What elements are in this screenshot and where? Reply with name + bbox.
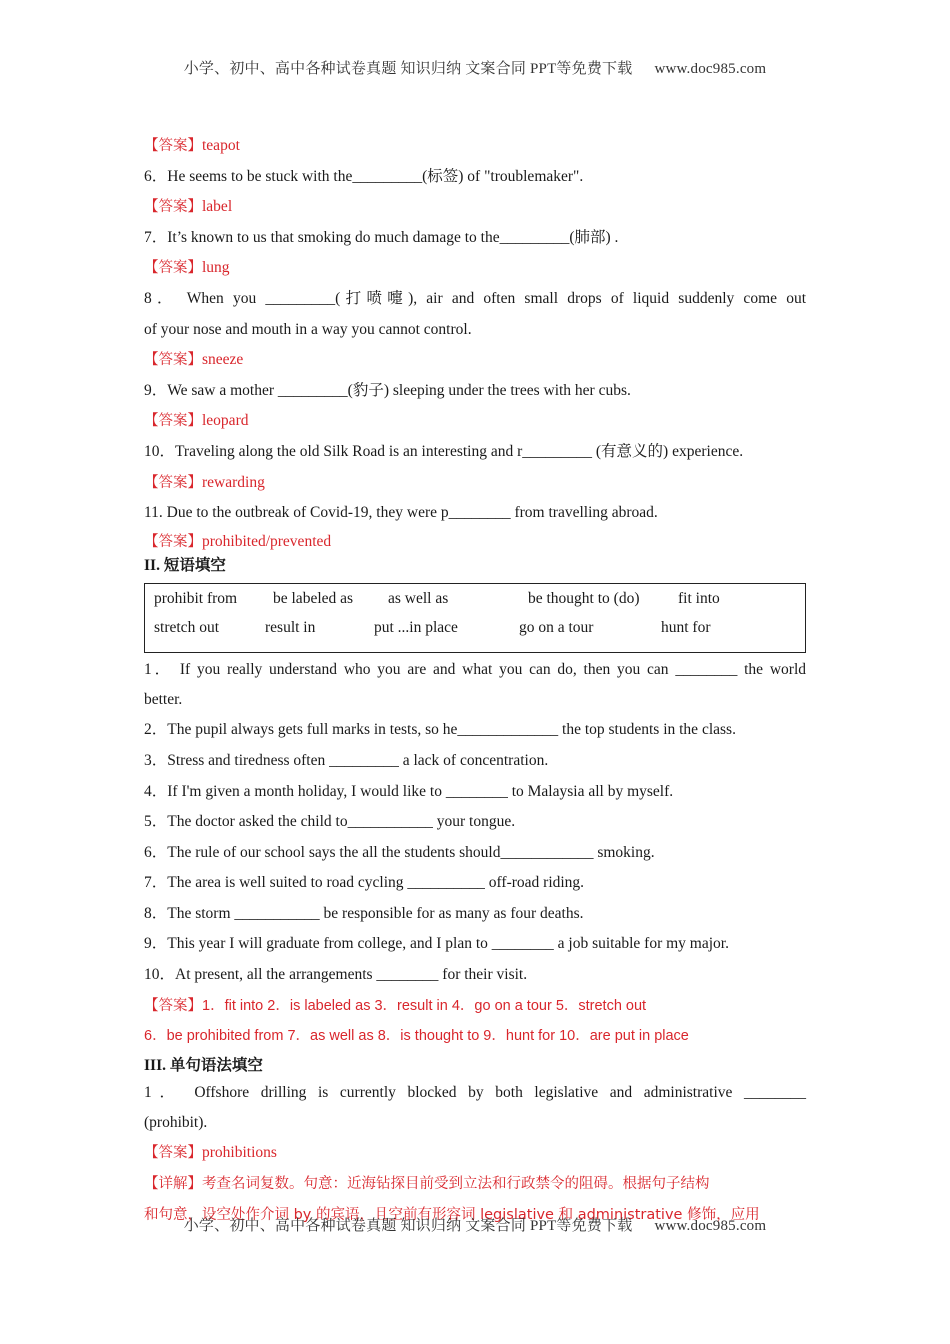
answer-value: sneeze (202, 351, 244, 369)
question-line: 10．At present, all the arrangements ________ for their visit. (144, 966, 528, 984)
answer-line: 【答案】label (144, 198, 233, 216)
phrase-item: put ...in place (374, 618, 458, 636)
phrase-item: as well as (388, 589, 449, 607)
detail-line: 【详解】考查名词复数。句意：近海钻探目前受到立法和行政禁令的阻碍。根据句子结构 (144, 1176, 710, 1193)
answer-line: 【答案】lung (144, 259, 230, 277)
phrase-item: hunt for (661, 618, 711, 636)
answer-line: 6．be prohibited from 7．as well as 8．is thought to 9．hunt for 10．are put in place (144, 1028, 689, 1045)
answer-value: rewarding (202, 473, 265, 491)
question-line: 11. Due to the outbreak of Covid-19, they were p________ from travelling abroad. (144, 504, 658, 522)
question-line: better. (144, 690, 183, 708)
phrase-item: be thought to (do) (528, 589, 640, 607)
footer-text: 小学、初中、高中各种试卷真题 知识归纳 文案合同 PPT等免费下载 (183, 1218, 633, 1234)
question-line: 8． When you _________(打喷嚏), air and often small drops of liquid suddenly come out (144, 289, 806, 307)
question-line: 9．This year I will graduate from college, and I plan to ________ a job suitable for my major. (144, 935, 729, 953)
phrase-item: go on a tour (519, 618, 594, 636)
footer-url[interactable]: www.doc985.com (654, 1218, 767, 1234)
question-line: 7．It’s known to us that smoking do much damage to the_________(肺部) . (144, 228, 619, 246)
section-title-grammar: III. 单句语法填空 (144, 1056, 263, 1074)
header-url[interactable]: www.doc985.com (654, 61, 767, 77)
question-line: of your nose and mouth in a way you cannot control. (144, 320, 472, 338)
answer-value: label (202, 198, 233, 216)
section-title-phrases: II. 短语填空 (144, 556, 226, 574)
answer-value: leopard (202, 412, 249, 430)
header-text: 小学、初中、高中各种试卷真题 知识归纳 文案合同 PPT等免费下载 (183, 61, 633, 77)
question-line: 7．The area is well suited to road cycling __________ off-road riding. (144, 874, 585, 892)
phrase-item: be labeled as (273, 589, 354, 607)
answer-value: teapot (202, 137, 240, 154)
phrase-item: prohibit from (154, 589, 238, 607)
page-header (0, 57, 950, 78)
question-line: (prohibit). (144, 1113, 208, 1131)
phrase-item: stretch out (154, 618, 219, 636)
question-line: 10．Traveling along the old Silk Road is an interesting and r_________ (有意义的) experience. (144, 442, 744, 460)
answer-line: 【答案】teapot (144, 137, 240, 154)
page-footer (0, 1214, 950, 1235)
phrase-box (144, 583, 806, 653)
phrase-item: fit into (678, 589, 720, 607)
question-line: 5．The doctor asked the child to___________ your tongue. (144, 813, 516, 831)
answer-line: 【答案】1．fit into 2．is labeled as 3．result in 4．go on a tour 5．stretch out (144, 997, 647, 1014)
answer-line: 【答案】prohibitions (144, 1144, 277, 1162)
question-line: 3．Stress and tiredness often _________ a lack of concentration. (144, 751, 549, 769)
answer-value: 1．fit into 2．is labeled as 3．result in 4．go on a tour 5．stretch out (202, 997, 647, 1014)
detail-text: 考查名词复数。句意：近海钻探目前受到立法和行政禁令的阻碍。根据句子结构 (202, 1176, 710, 1193)
document-body (144, 131, 806, 1230)
answer-value: prohibited/prevented (202, 532, 332, 550)
answer-value: lung (202, 259, 230, 277)
question-line: 6．He seems to be stuck with the_________(标签) of "troublemaker". (144, 167, 584, 185)
answer-line: 【答案】sneeze (144, 351, 244, 369)
question-line: 6．The rule of our school says the all the students should____________ smoking. (144, 843, 655, 861)
question-line: 1． Offshore drilling is currently blocked by both legislative and administrative ________ (144, 1083, 806, 1101)
question-line: 9．We saw a mother _________(豹子) sleeping under the trees with her cubs. (144, 381, 631, 399)
phrase-item: result in (265, 618, 316, 636)
question-line: 4．If I'm given a month holiday, I would like to ________ to Malaysia all by myself. (144, 782, 674, 800)
answer-value: prohibitions (202, 1144, 277, 1162)
question-line: 1． If you really understand who you are and what you can do, then you can ________ the world (144, 660, 806, 678)
answer-line: 【答案】rewarding (144, 473, 265, 491)
question-line: 2．The pupil always gets full marks in tests, so he_____________ the top students in the class. (144, 721, 736, 739)
detail-line: 和句意，设空处作介词 by 的宾语，且空前有形容词 legislative 和 administrative 修饰，应用 (144, 1206, 760, 1223)
question-line: 8．The storm ___________ be responsible for as many as four deaths. (144, 904, 584, 922)
answer-line: 【答案】leopard (144, 412, 249, 430)
answer-line: 【答案】prohibited/prevented (144, 532, 332, 550)
